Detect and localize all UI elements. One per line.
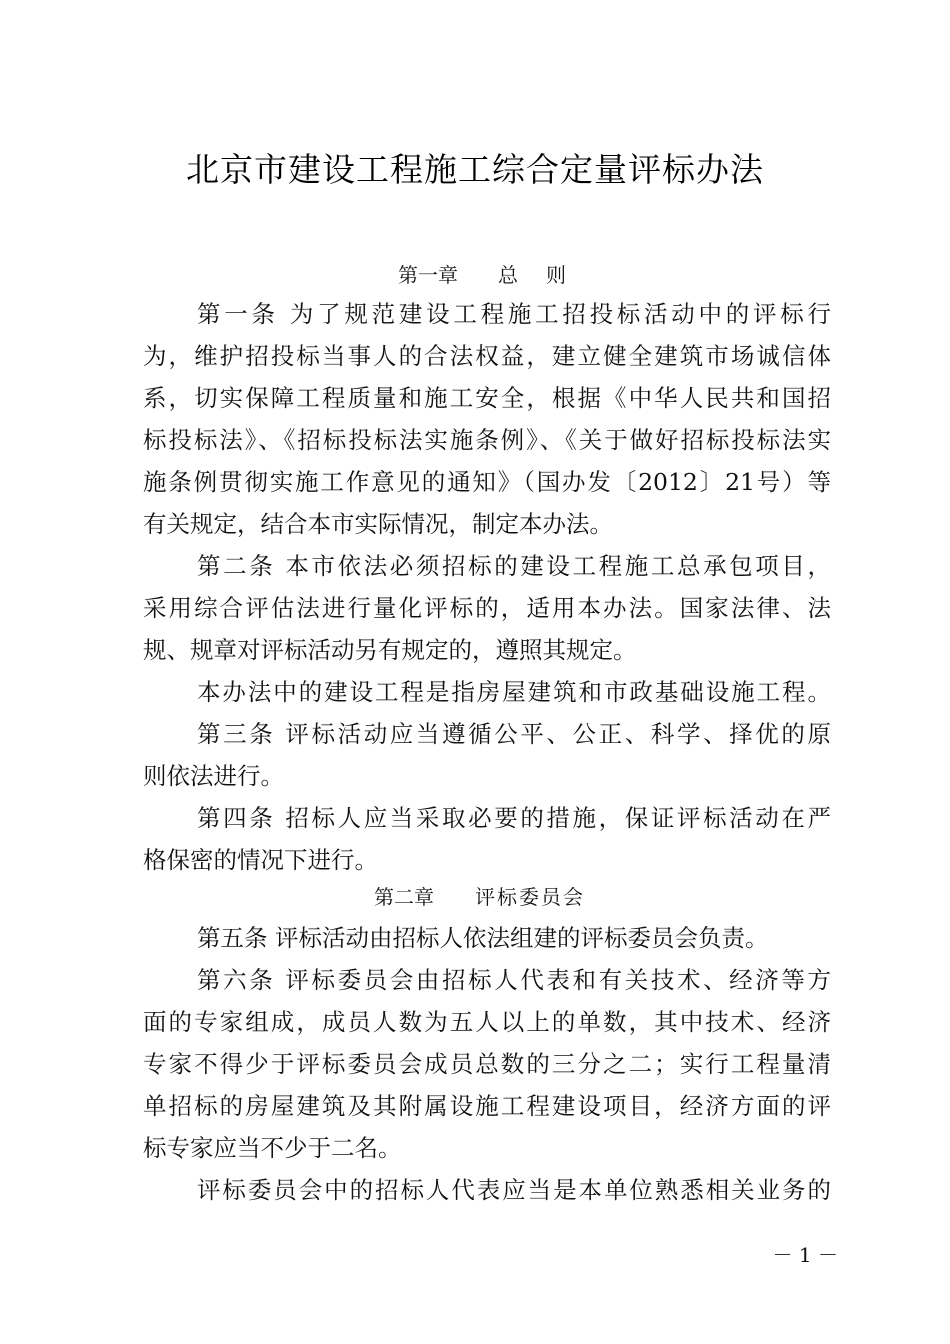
paragraph-line: 格保密的情况下进行。 <box>143 846 378 874</box>
paragraph-line: 专家不得少于评标委员会成员总数的三分之二；实行工程量清 <box>143 1050 831 1078</box>
paragraph-line: 本办法中的建设工程是指房屋建筑和市政基础设施工程。 <box>197 678 831 706</box>
paragraph-line: 标投标法》、《招标投标法实施条例》、《关于做好招标投标法实 <box>143 426 831 454</box>
paragraph-line: 则依法进行。 <box>143 762 284 790</box>
paragraph-line: 第四条 招标人应当采取必要的措施，保证评标活动在严 <box>197 804 831 832</box>
paragraph-line: 标专家应当不少于二名。 <box>143 1134 402 1162</box>
paragraph-line: 系，切实保障工程质量和施工安全，根据《中华人民共和国招 <box>143 384 831 412</box>
paragraph-line: 有关规定，结合本市实际情况，制定本办法。 <box>143 510 613 538</box>
paragraph-line: 第六条 评标委员会由招标人代表和有关技术、经济等方 <box>197 966 831 994</box>
paragraph-line: 面的专家组成，成员人数为五人以上的单数，其中技术、经济 <box>143 1008 831 1036</box>
paragraph-line: 单招标的房屋建筑及其附属设施工程建设项目，经济方面的评 <box>143 1092 831 1120</box>
document-title: 北京市建设工程施工综合定量评标办法 <box>186 150 764 189</box>
paragraph-line: 采用综合评估法进行量化评标的，适用本办法。国家法律、法 <box>143 594 831 622</box>
paragraph-line: 第一条 为了规范建设工程施工招投标活动中的评标行 <box>197 300 831 328</box>
paragraph-line: 第二条 本市依法必须招标的建设工程施工总承包项目， <box>197 552 831 580</box>
paragraph-line: 施条例贯彻实施工作意见的通知》（国办发〔2012〕21号）等 <box>143 468 831 496</box>
paragraph-line: 为，维护招投标当事人的合法权益，建立健全建筑市场诚信体 <box>143 342 831 370</box>
chapter-heading-number: 第一章 <box>398 263 458 287</box>
paragraph-line: 评标委员会中的招标人代表应当是本单位熟悉相关业务的 <box>197 1176 831 1204</box>
chapter-heading-number: 第二章 <box>374 885 434 909</box>
chapter-heading-title: 总则 <box>498 263 594 287</box>
chapter-heading-title: 评标委员会 <box>475 885 585 909</box>
paragraph-line: 第三条 评标活动应当遵循公平、公正、科学、择优的原 <box>197 720 831 748</box>
page-number: － 1 － <box>772 1243 838 1267</box>
paragraph-line: 第五条 评标活动由招标人依法组建的评标委员会负责。 <box>197 924 769 952</box>
paragraph-line: 规、规章对评标活动另有规定的，遵照其规定。 <box>143 636 637 664</box>
